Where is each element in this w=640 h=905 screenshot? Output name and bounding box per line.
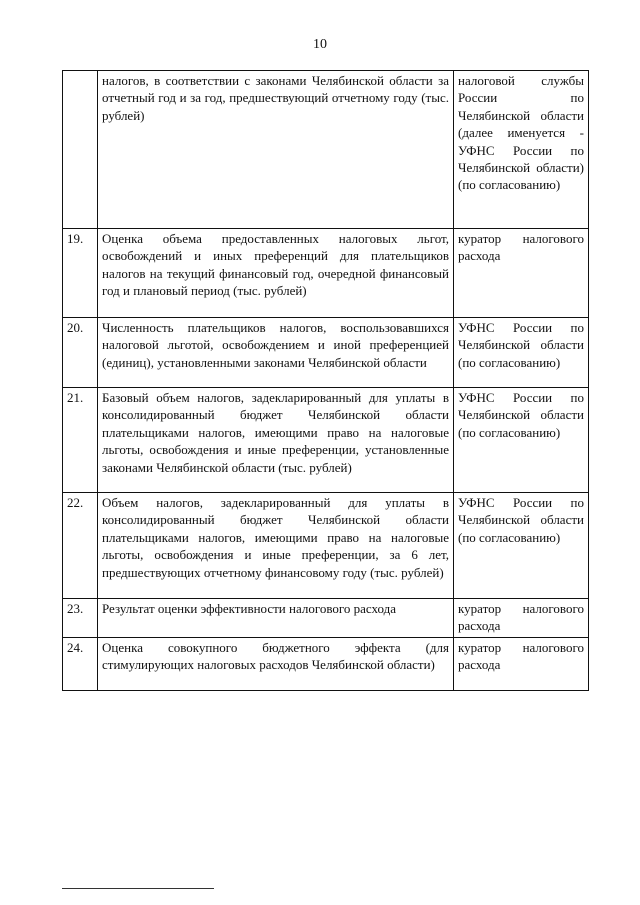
indicator-description: Оценка объема предоставленных налоговых льгот, освобождений и иных преференций для плательщиков налогов на текущий финансовый год, очередной финансовый год и плановый период (тыс. рублей): [98, 229, 454, 318]
row-number: 23.: [63, 599, 98, 638]
responsible-party: куратор налогового расхода: [454, 637, 589, 690]
table-row: [63, 318, 589, 388]
indicator-description: Результат оценки эффективности налогового расхода: [98, 599, 454, 638]
responsible-party: куратор налогового расхода: [454, 229, 589, 318]
responsible-party: УФНС России по Челябинской области (по согласованию): [454, 318, 589, 388]
indicator-description: Оценка совокупного бюджетного эффекта (для стимулирующих налоговых расходов Челябинской области): [98, 637, 454, 690]
responsible-party: УФНС России по Челябинской области (по согласованию): [454, 388, 589, 493]
page-number: 10: [313, 37, 327, 52]
table-row: [63, 599, 589, 638]
table-row: [63, 229, 589, 318]
indicator-description: Объем налогов, задекларированный для уплаты в консолидированный бюджет Челябинской области плательщиками налогов, имеющими право на налоговые льготы, освобождения и иные преференции, за 6 лет, предшествующих отчетному финансовому году (тыс. рублей): [98, 493, 454, 599]
row-number: 21.: [63, 388, 98, 493]
table-row: [63, 637, 589, 690]
row-number: 20.: [63, 318, 98, 388]
responsible-party: налоговой службы России по Челябинской области (далее именуется - УФНС России по Челябинской области) (по согласованию): [454, 71, 589, 229]
row-number: 22.: [63, 493, 98, 599]
responsible-party: УФНС России по Челябинской области (по согласованию): [454, 493, 589, 599]
row-number: [63, 71, 98, 229]
footnote-separator: [62, 888, 214, 889]
table-row: [63, 388, 589, 493]
indicator-description: налогов, в соответствии с законами Челябинской области за отчетный год и за год, предшествующий отчетному году (тыс. рублей): [98, 71, 454, 229]
indicators-table: [62, 70, 589, 691]
table-row: [63, 493, 589, 599]
indicator-description: Численность плательщиков налогов, воспользовавшихся налоговой льготой, освобождением и иной преференцией (единиц), установленными законами Челябинской области: [98, 318, 454, 388]
responsible-party: куратор налогового расхода: [454, 599, 589, 638]
indicator-description: Базовый объем налогов, задекларированный для уплаты в консолидированный бюджет Челябинской области плательщиками налогов, имеющими право на налоговые льготы, освобождения и иные преференции, установленные законами Челябинской области (тыс. рублей): [98, 388, 454, 493]
row-number: 24.: [63, 637, 98, 690]
table-row: [63, 71, 589, 229]
row-number: 19.: [63, 229, 98, 318]
